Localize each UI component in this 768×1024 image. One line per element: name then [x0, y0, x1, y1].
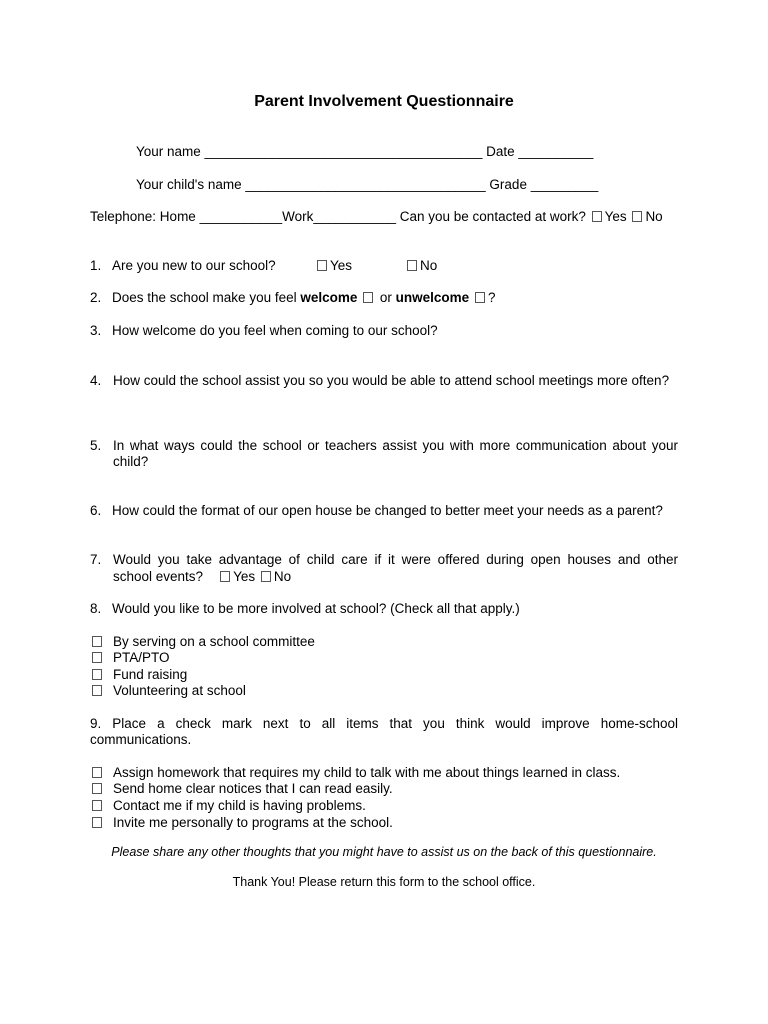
option-checkbox[interactable] [92, 800, 102, 811]
q1-yes-checkbox[interactable] [317, 260, 327, 271]
question-text: Does the school make you feel [112, 290, 301, 305]
question-6 [90, 503, 663, 519]
question-4 [90, 373, 678, 407]
option-checkbox[interactable] [92, 783, 102, 794]
option-label: Assign homework that requires my child to talk with me about things learned in class. [113, 765, 621, 780]
question-8 [90, 601, 520, 617]
question-text-line-1: Would you take advantage of child care if it were offered during open houses and other [113, 552, 678, 567]
question-number: 1. [90, 258, 102, 273]
question-7-line-2 [113, 569, 291, 585]
q7-yes-checkbox[interactable] [220, 571, 230, 582]
question-number: 4. [90, 373, 102, 388]
communication-option [90, 781, 393, 797]
welcome-word: welcome [300, 290, 358, 305]
involvement-option [90, 634, 315, 650]
option-label: Volunteering at school [113, 683, 246, 698]
question-number: 6. [90, 503, 102, 518]
question-9 [90, 716, 678, 748]
work-contact-yes-label: Yes [604, 209, 627, 224]
q1-no-label: No [420, 258, 438, 273]
question-text: How welcome do you feel when coming to our school? [112, 323, 438, 338]
question-text-line-1: Place a check mark next to all items that you think would improve home-school [112, 716, 678, 731]
footer-thanks: Thank You! Please return this form to the school office. [232, 875, 536, 889]
question-number: 7. [90, 552, 102, 567]
footer-note: Please share any other thoughts that you might have to assist us on the back of this questionnaire. [111, 845, 657, 859]
involvement-option [90, 683, 246, 699]
or-word: or [376, 290, 396, 305]
option-label: PTA/PTO [113, 650, 170, 665]
question-text-line-2: school events? [113, 569, 204, 584]
option-checkbox[interactable] [92, 685, 102, 696]
child-grade-line [136, 177, 598, 193]
q1-no-option [405, 258, 437, 274]
option-label: By serving on a school committee [113, 634, 315, 649]
question-3 [90, 323, 438, 339]
question-text: In what ways could the school or teachers assist you with more communication about your child? [113, 438, 678, 469]
unwelcome-word: unwelcome [395, 290, 470, 305]
telephone-label: Telephone: Home ___________Work___________ Can you be contacted at work? [90, 209, 586, 224]
question-text: How could the school assist you so you would be able to attend school meetings more often? [113, 373, 670, 388]
involvement-option [90, 667, 187, 683]
page-title: Parent Involvement Questionnaire [254, 93, 514, 110]
question-1 [90, 258, 276, 274]
option-label: Contact me if my child is having problems. [113, 798, 366, 813]
communication-option [90, 765, 620, 781]
question-text: Are you new to our school? [112, 258, 276, 273]
option-checkbox[interactable] [92, 767, 102, 778]
question-number: 5. [90, 438, 102, 453]
option-label: Fund raising [113, 667, 188, 682]
q1-yes-option [315, 258, 352, 274]
telephone-line [90, 209, 663, 225]
question-text: How could the format of our open house be changed to better meet your needs as a parent? [112, 503, 663, 518]
q1-no-checkbox[interactable] [407, 260, 417, 271]
question-2 [90, 290, 495, 306]
communication-option [90, 815, 393, 831]
work-contact-yes-checkbox[interactable] [592, 211, 602, 222]
option-checkbox[interactable] [92, 636, 102, 647]
option-label: Invite me personally to programs at the school. [113, 815, 393, 830]
question-text: Would you like to be more involved at school? (Check all that apply.) [112, 601, 520, 616]
welcome-checkbox[interactable] [363, 292, 373, 303]
option-checkbox[interactable] [92, 669, 102, 680]
child-name-label: Your child's name [136, 177, 246, 192]
question-number: 9. [90, 716, 102, 731]
question-number: 3. [90, 323, 102, 338]
option-checkbox[interactable] [92, 652, 102, 663]
q7-yes-label: Yes [233, 569, 256, 584]
grade-label: ____________ Grade _________ [395, 177, 599, 192]
question-5 [90, 438, 678, 472]
option-label: Send home clear notices that I can read easily. [113, 781, 393, 796]
name-date-line: Your name _____________________________________ Date __________ [136, 144, 594, 159]
work-contact-no-checkbox[interactable] [632, 211, 642, 222]
involvement-option [90, 650, 170, 666]
question-number: 2. [90, 290, 102, 305]
communication-option [90, 798, 366, 814]
q1-yes-label: Yes [330, 258, 353, 273]
question-text-line-2: communications. [90, 732, 192, 747]
q7-no-label: No [273, 569, 292, 584]
work-contact-no-label: No [645, 209, 663, 224]
question-number: 8. [90, 601, 102, 616]
option-checkbox[interactable] [92, 817, 102, 828]
q7-no-checkbox[interactable] [261, 571, 271, 582]
question-suffix: ? [487, 290, 496, 305]
unwelcome-checkbox[interactable] [475, 292, 485, 303]
child-name-blank: ____________________ [245, 177, 396, 192]
